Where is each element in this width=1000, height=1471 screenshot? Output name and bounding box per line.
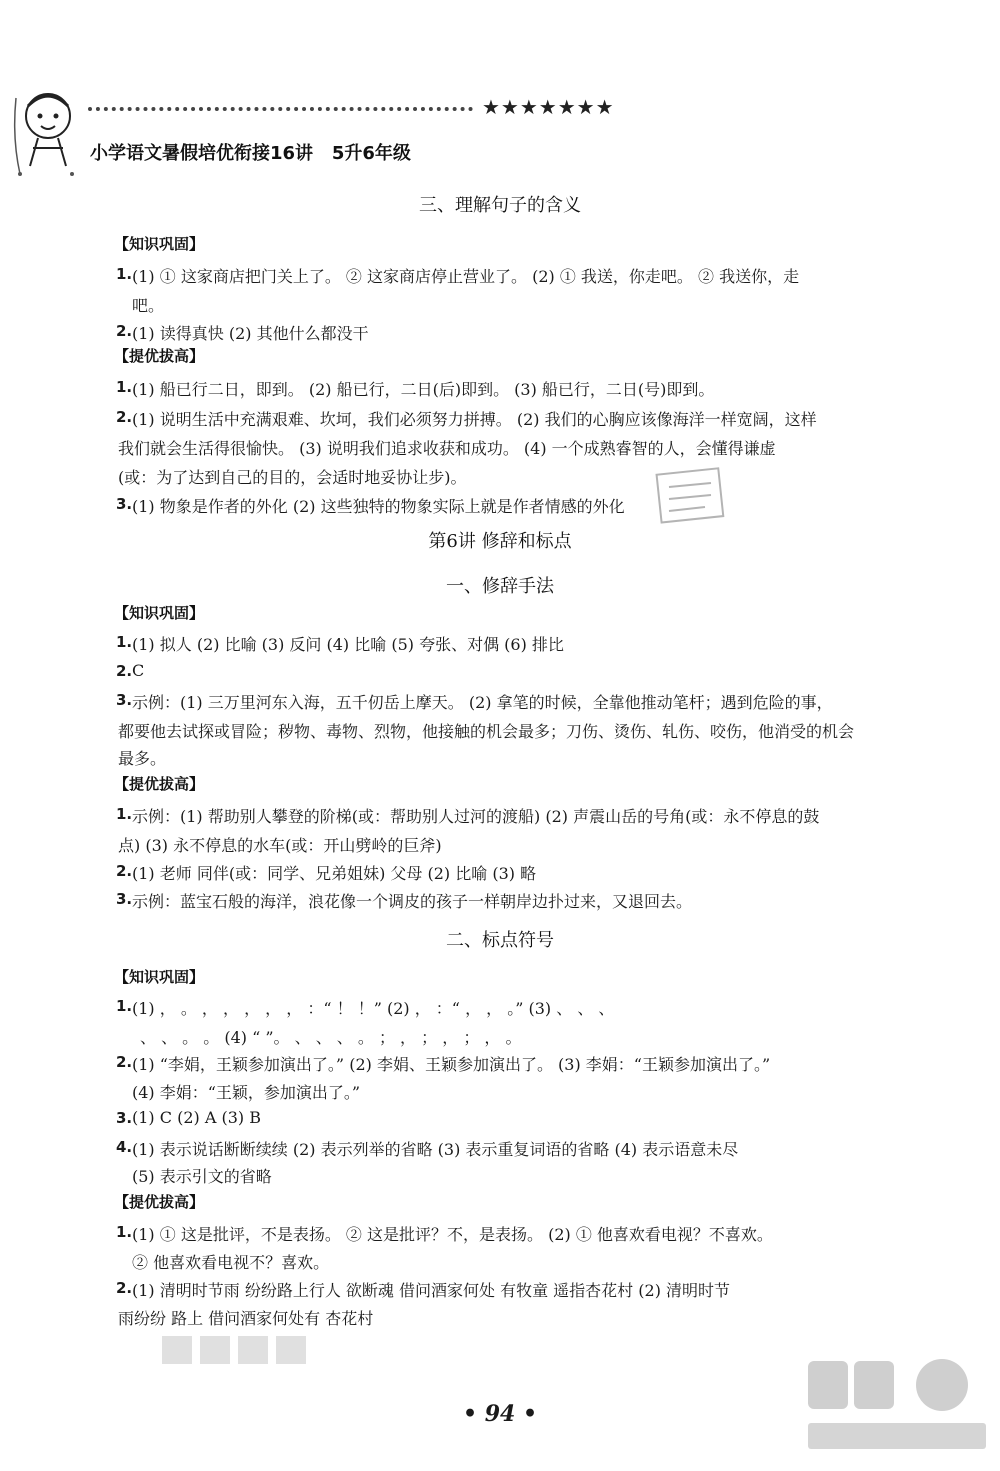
answer-line: (1) ① 这是批评，不是表扬。 ② 这是批评？不，是表扬。 (2) ① 他喜欢看电视？不喜欢。 [132, 1225, 773, 1244]
answer-line: 吧。 [132, 296, 165, 315]
answer-line: 示例：蓝宝石般的海洋，浪花像一个调皮的孩子一样朝岸边扑过来，又退回去。 [132, 892, 693, 911]
section-heading: 二、标点符号 [446, 930, 554, 951]
section-heading: 一、修辞手法 [446, 576, 554, 597]
answer-line: (1) ① 这家商店把门关上了。 ② 这家商店停止营业了。 (2) ① 我送，你走吧。 ② 我送你，走 [132, 267, 800, 286]
item-number: 2. [116, 322, 133, 340]
answer-line: (1) ， 。 ， ， ， ， ， ：“ ！ ！” (2) ， ：“ ， ， 。” (3) 、 、 、 [132, 999, 615, 1018]
answer-line: 我们就会生活得很愉快。 (3) 说明我们追求收获和成功。 (4) 一个成熟睿智的人，会懂得谦虚 [118, 439, 776, 458]
faint-watermark-mark [160, 1330, 310, 1370]
label-improve: 【提优拔高】 [114, 347, 205, 365]
item-number: 3. [116, 890, 133, 908]
answer-line: (1) 读得真快 (2) 其他什么都没干 [132, 324, 369, 343]
item-number: 4. [116, 1138, 133, 1156]
answer-line: (1) 拟人 (2) 比喻 (3) 反问 (4) 比喻 (5) 夸张、对偶 (6) 排比 [132, 635, 564, 654]
label-knowledge: 【知识巩固】 [114, 604, 205, 622]
stamp-mark-icon [655, 465, 733, 527]
answer-line: 示例：(1) 帮助别人攀登的阶梯(或：帮助别人过河的渡船) (2) 声震山岳的号角(或：永不停息的鼓 [132, 807, 820, 826]
answer-line: C [132, 661, 145, 680]
answer-line: (1) 清明时节雨 纷纷路上行人 欲断魂 借问酒家何处 有牧童 遥指杏花村 (2) 清明时节 [132, 1281, 731, 1300]
item-number: 3. [116, 691, 133, 709]
answer-line: 最多。 [118, 749, 167, 768]
answer-line: (1) “李娟，王颖参加演出了。” (2) 李娟、王颖参加演出了。 (3) 李娟：“王颖参加演出了。” [132, 1055, 771, 1074]
item-number: 1. [116, 997, 133, 1015]
section-heading: 三、理解句子的含义 [419, 195, 581, 216]
book-title: 小学语文暑假培优衔接16讲 5升6年级 [90, 143, 411, 164]
label-improve: 【提优拔高】 [114, 775, 205, 793]
item-number: 2. [116, 408, 133, 426]
item-number: 1. [116, 265, 133, 283]
answer-line: 、 、 。 。 (4) “ ”。 、 、 、 。 ； ， ； ， ； ， 。 [140, 1028, 522, 1047]
item-number: 2. [116, 662, 133, 680]
item-number: 1. [116, 1223, 133, 1241]
item-number: 1. [116, 805, 133, 823]
lecture-heading: 第6讲 修辞和标点 [428, 531, 572, 552]
child-mascot-icon [8, 78, 88, 178]
item-number: 3. [116, 1109, 133, 1127]
label-knowledge: 【知识巩固】 [114, 968, 205, 986]
site-watermark-logo [802, 1353, 992, 1463]
answer-line: (1) 表示说话断断续续 (2) 表示列举的省略 (3) 表示重复词语的省略 (4) 表示语意未尽 [132, 1140, 739, 1159]
item-number: 3. [116, 495, 133, 513]
answer-line: (4) 李娟：“王颖，参加演出了。” [132, 1083, 361, 1102]
answer-line: 点) (3) 永不停息的水车(或：开山劈岭的巨斧) [118, 836, 442, 855]
answer-line: (5) 表示引文的省略 [132, 1167, 272, 1186]
label-knowledge: 【知识巩固】 [114, 235, 205, 253]
dotted-rule [88, 107, 473, 111]
answer-line: 示例：(1) 三万里河东入海，五千仞岳上摩天。 (2) 拿笔的时候，全靠他推动笔杆；遇到危险的事， [132, 693, 833, 712]
item-number: 1. [116, 378, 133, 396]
item-number: 2. [116, 862, 133, 880]
answer-line: (1) 物象是作者的外化 (2) 这些独特的物象实际上就是作者情感的外化 [132, 497, 625, 516]
answer-line: (1) 船已行二日，即到。 (2) 船已行，二日(后)即到。 (3) 船已行，二日(号)即到。 [132, 380, 715, 399]
item-number: 2. [116, 1279, 133, 1297]
answer-line: (1) C (2) A (3) B [132, 1108, 261, 1127]
answer-line: (1) 老师 同伴(或：同学、兄弟姐妹) 父母 (2) 比喻 (3) 略 [132, 864, 537, 883]
answer-line: ② 他喜欢看电视不？喜欢。 [132, 1253, 330, 1272]
answer-line: (1) 说明生活中充满艰难、坎坷，我们必须努力拼搏。 (2) 我们的心胸应该像海洋一样宽阔，这样 [132, 410, 817, 429]
answer-line: 都要他去试探或冒险；秽物、毒物、烈物，他接触的机会最多；刀伤、烫伤、轧伤、咬伤，他消受的机会 [118, 722, 855, 741]
page-number: • 94 • [462, 1401, 538, 1427]
page-header [0, 0, 1000, 190]
answer-line: 雨纷纷 路上 借问酒家何处有 杏花村 [118, 1309, 374, 1328]
answer-line: (或：为了达到自己的目的，会适时地妥协让步)。 [118, 468, 467, 487]
label-improve: 【提优拔高】 [114, 1193, 205, 1211]
item-number: 1. [116, 633, 133, 651]
item-number: 2. [116, 1053, 133, 1071]
star-rating-decoration: ★★★★★★★ [482, 95, 615, 119]
